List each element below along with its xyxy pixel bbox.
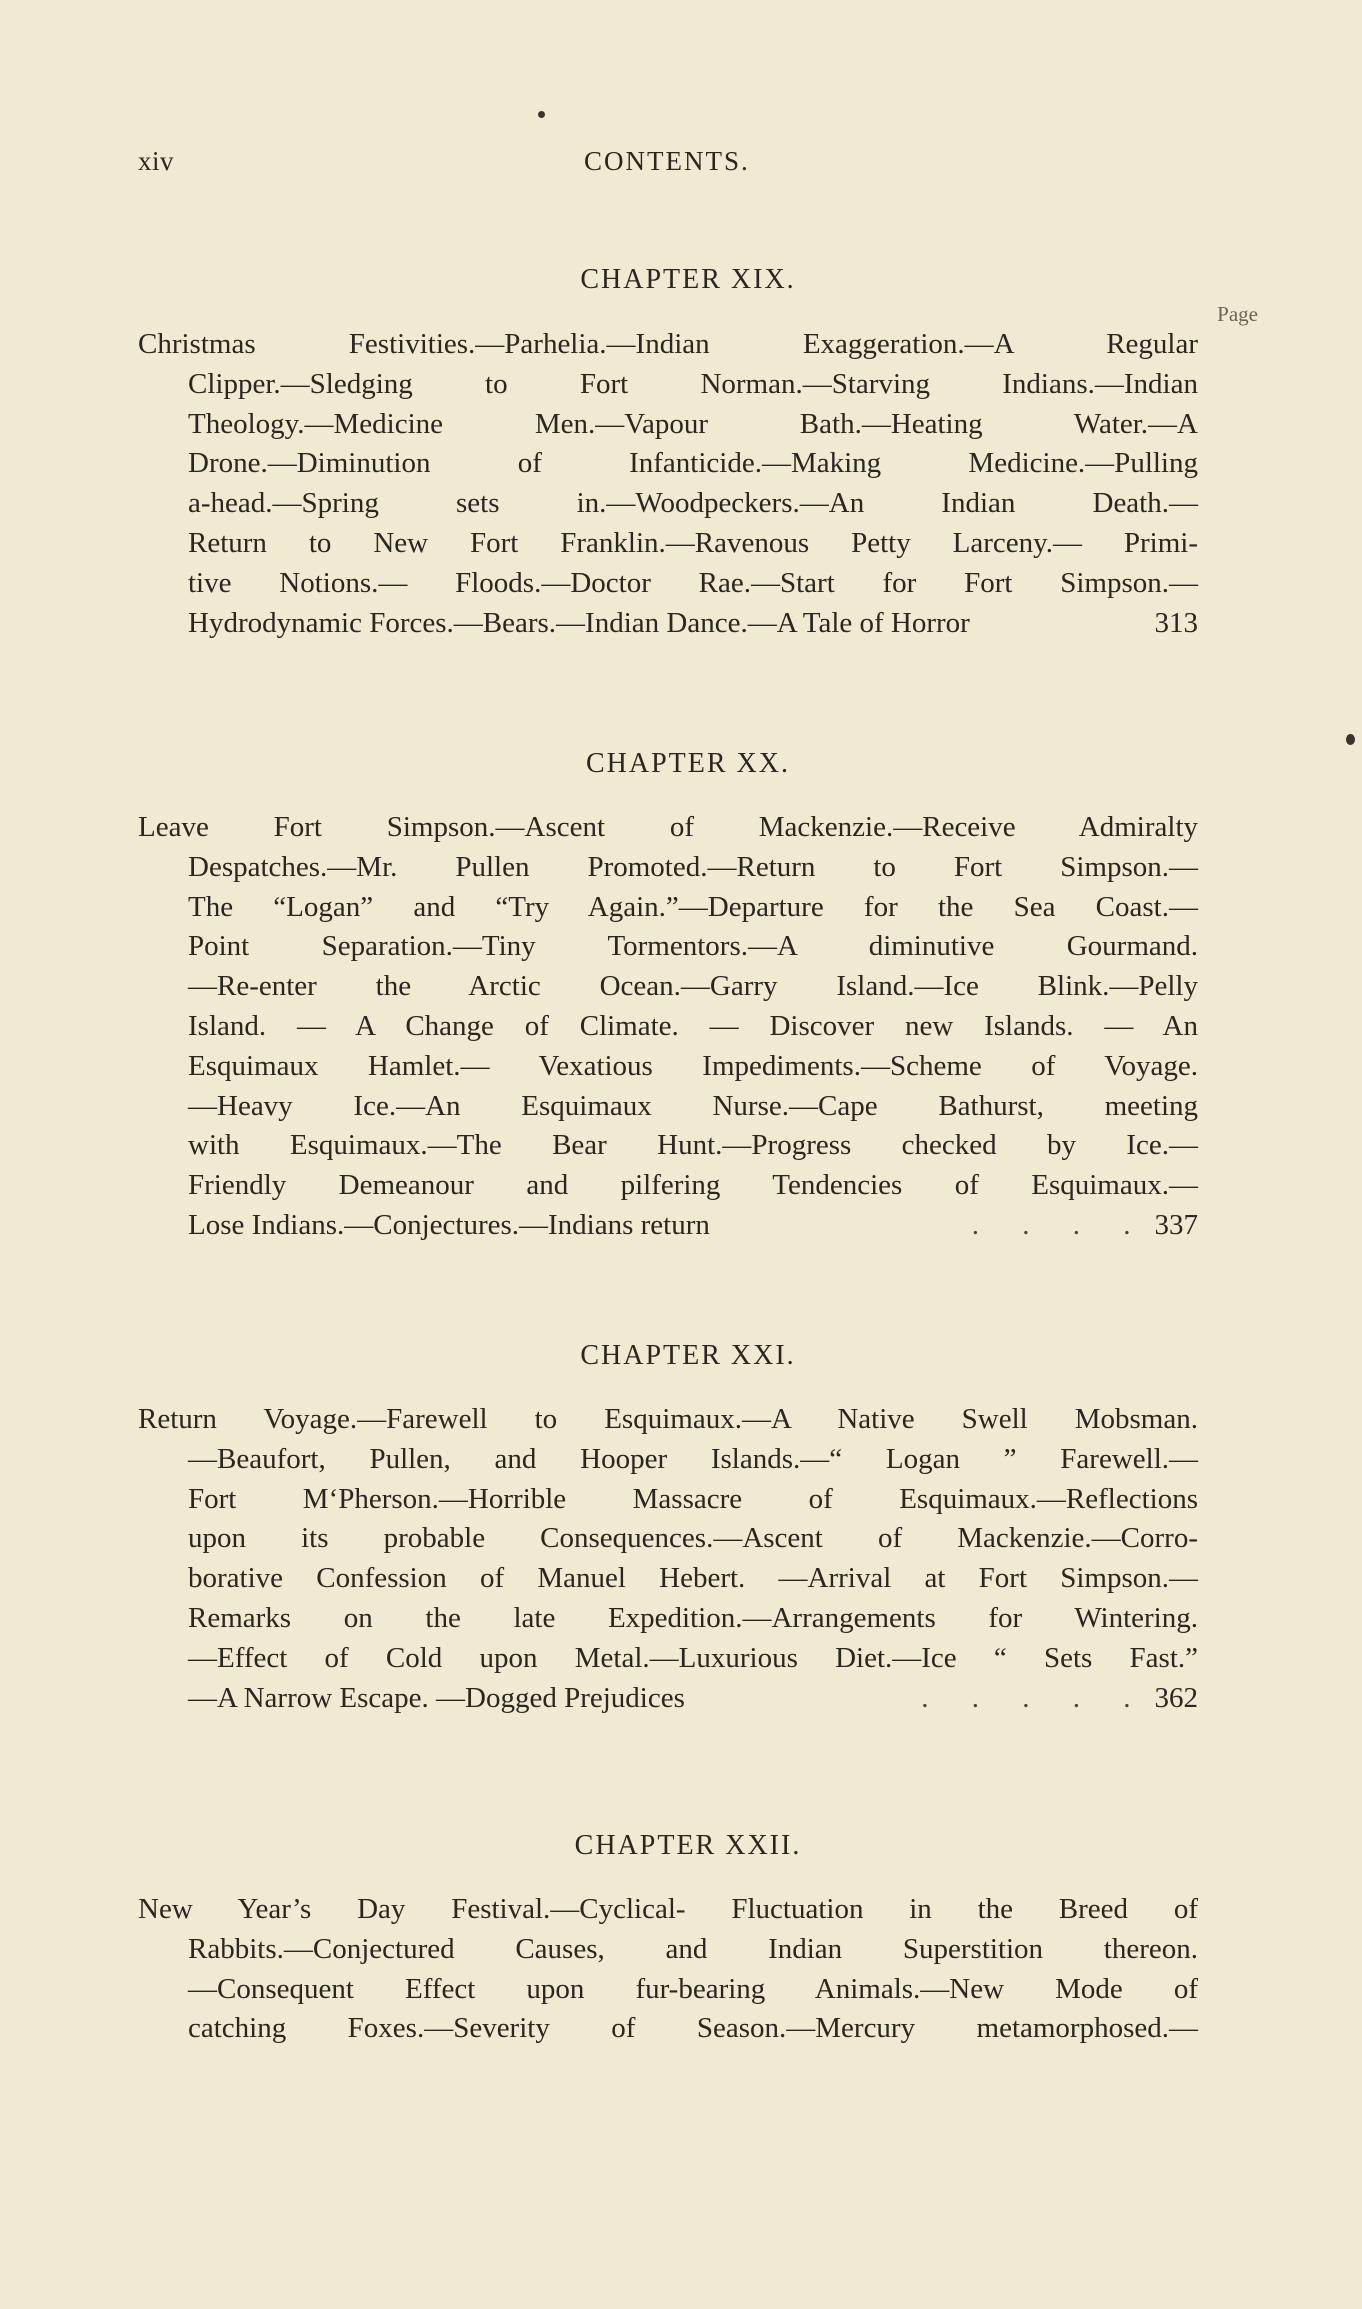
summary-line: a-head.—Spring sets in.—Woodpeckers.—An Indian Death.—	[188, 487, 1198, 520]
summary-line: Theology.—Medicine Men.—Vapour Bath.—Heating Water.—A	[188, 407, 1198, 440]
summary-line: Christmas Festivities.—Parhelia.—Indian Exaggeration.—A Regular	[138, 328, 1198, 360]
dot-leaders: . . . .	[971, 1208, 1149, 1241]
page-number: 337	[1154, 1208, 1198, 1241]
summary-line: Rabbits.—Conjectured Causes, and Indian Superstition thereon.	[188, 1932, 1198, 1965]
chapter-xx	[138, 748, 1198, 1246]
summary-line: Lose Indians.—Conjectures.—Indians return	[188, 1208, 710, 1241]
chapter-xxi	[138, 1340, 1198, 1718]
running-title: CONTENTS.	[584, 146, 750, 176]
chapter-heading: CHAPTER XXII.	[574, 1830, 802, 1861]
summary-last-line	[138, 604, 1198, 644]
summary-line: catching Foxes.—Severity of Season.—Mercury metamorphosed.—	[188, 2012, 1198, 2045]
summary-line: Despatches.—Mr. Pullen Promoted.—Return to Fort Simpson.—	[188, 850, 1198, 883]
summary-line: Drone.—Diminution of Infanticide.—Making Medicine.—Pulling	[188, 447, 1198, 480]
summary-line-text: —Beaufort, Pullen, and Hooper Islands.—“ Logan ” Farewell.—	[188, 1442, 1198, 1475]
summary-line: Remarks on the late Expedition.—Arrangements for Wintering.	[188, 1601, 1198, 1634]
summary-line: —Heavy Ice.—An Esquimaux Nurse.—Cape Bathurst, meeting	[188, 1089, 1198, 1122]
summary-line: —Re-enter the Arctic Ocean.—Garry Island.—Ice Blink.—Pelly	[188, 970, 1198, 1003]
chapter-xxii	[138, 1830, 1198, 2049]
summary-line: with Esquimaux.—The Bear Hunt.—Progress checked by Ice.—	[188, 1129, 1198, 1162]
chapter-xix	[138, 264, 1258, 643]
page-number: 362	[1154, 1681, 1198, 1714]
page-folio: xiv	[138, 146, 175, 176]
summary-line: upon its probable Consequences.—Ascent of Mackenzie.—Corro-	[188, 1522, 1198, 1555]
summary-line: Island. — A Change of Climate. — Discover new Islands. — An	[188, 1009, 1198, 1042]
dot-leaders: . . . . .	[921, 1681, 1149, 1714]
summary-line: Clipper.—Sledging to Fort Norman.—Starving Indians.—Indian	[188, 367, 1198, 400]
chapter-heading: CHAPTER XXI.	[580, 1340, 796, 1371]
chapter-summary	[138, 1400, 1198, 1718]
summary-line: Point Separation.—Tiny Tormentors.—A diminutive Gourmand.	[188, 930, 1198, 963]
summary-line: borative Confession of Manuel Hebert. —Arrival at Fort Simpson.—	[188, 1562, 1198, 1595]
summary-line: New Year’s Day Festival.—Cyclical- Fluctuation in the Breed of	[138, 1893, 1198, 1925]
summary-line: —Consequent Effect upon fur-bearing Animals.—New Mode of	[188, 1972, 1198, 2005]
summary-line	[138, 1440, 1198, 1480]
summary-line: Return to New Fort Franklin.—Ravenous Petty Larceny.— Primi-	[188, 526, 1198, 559]
summary-line: Fort M‘Pherson.—Horrible Massacre of Esquimaux.—Reflections	[188, 1482, 1198, 1515]
summary-line: Leave Fort Simpson.—Ascent of Mackenzie.—Receive Admiralty	[138, 811, 1198, 843]
chapter-summary	[138, 808, 1198, 1246]
summary-line: Return Voyage.—Farewell to Esquimaux.—A Native Swell Mobsman.	[138, 1403, 1198, 1435]
ink-speck	[538, 111, 545, 118]
summary-line: Friendly Demeanour and pilfering Tendencies of Esquimaux.—	[188, 1169, 1198, 1202]
summary-line: Hydrodynamic Forces.—Bears.—Indian Dance.—A Tale of Horror	[188, 606, 970, 639]
page-column-label: Page	[1217, 302, 1258, 326]
chapter-summary	[138, 1890, 1198, 2049]
page-number: 313	[1154, 606, 1198, 639]
summary-line: —Effect of Cold upon Metal.—Luxurious Diet.—Ice “ Sets Fast.”	[188, 1641, 1198, 1674]
summary-line: tive Notions.— Floods.—Doctor Rae.—Start for Fort Simpson.—	[188, 566, 1198, 599]
summary-last-line	[138, 1679, 1198, 1719]
chapter-summary	[138, 325, 1198, 643]
summary-line: —A Narrow Escape. —Dogged Prejudices	[188, 1681, 685, 1714]
summary-line: Esquimaux Hamlet.— Vexatious Impediments.—Scheme of Voyage.	[188, 1049, 1198, 1082]
chapter-heading: CHAPTER XX.	[585, 748, 790, 779]
ink-speck	[1346, 734, 1355, 745]
summary-last-line	[138, 1206, 1198, 1246]
chapter-heading: CHAPTER XIX.	[580, 264, 796, 295]
running-head	[138, 146, 1198, 186]
summary-line: The “Logan” and “Try Again.”—Departure for the Sea Coast.—	[188, 890, 1198, 923]
